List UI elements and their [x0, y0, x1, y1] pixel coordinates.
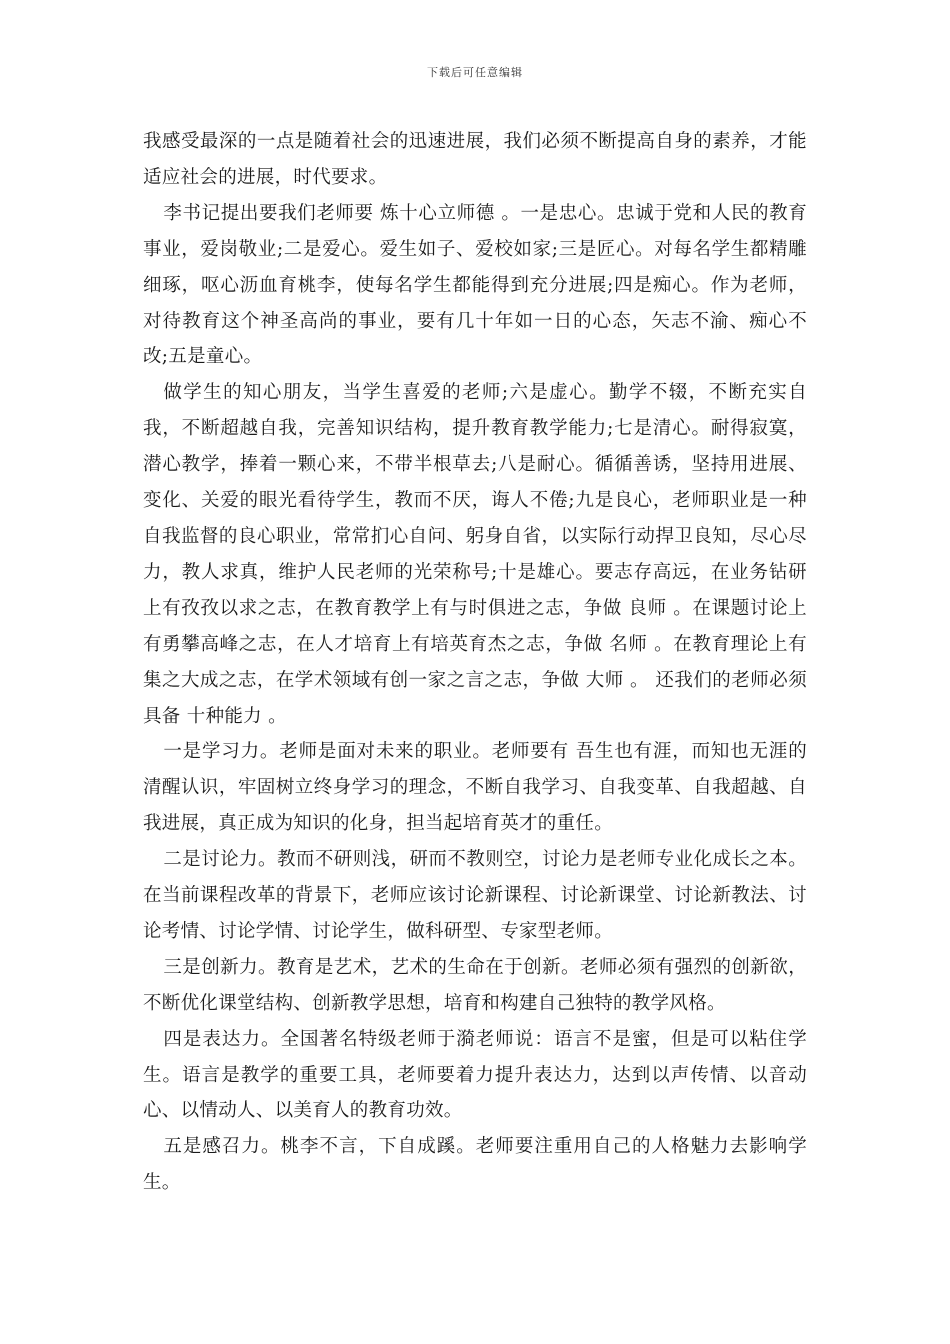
paragraph-8: 五是感召力。桃李不言，下自成蹊。老师要注重用自己的人格魅力去影响学生。	[143, 1136, 807, 1194]
paragraph-2: 李书记提出要我们老师要 炼十心立师德 。一是忠心。忠诚于党和人民的教育事业，爱岗敬业;二是爱心。爱生如子、爱校如家;三是匠心。对每名学生都精雕细琢，呕心沥血育桃李，使每名学生都能得到充分进展;四是痴心。作为老师，对待教育这个神圣高尚的事业，要有几十年如一日的心态，矢志不渝、痴心不改;五是童心。	[143, 202, 807, 368]
document-body	[143, 124, 807, 1201]
paragraph-7: 四是表达力。全国著名特级老师于漪老师说：语言不是蜜，但是可以粘住学生。语言是教学的重要工具，老师要着力提升表达力，达到以声传情、以音动心、以情动人、以美育人的教育功效。	[143, 1028, 807, 1122]
page-header: 下载后可任意编辑	[427, 66, 523, 79]
paragraph-4: 一是学习力。老师是面对未来的职业。老师要有 吾生也有涯，而知也无涯的清醒认识，牢固树立终身学习的理念，不断自我学习、自我变革、自我超越、自我进展，真正成为知识的化身，担当起培育英才的重任。	[143, 741, 807, 835]
paragraph-1: 我感受最深的一点是随着社会的迅速进展，我们必须不断提高自身的素养，才能适应社会的进展，时代要求。	[143, 131, 807, 188]
paragraph-3: 做学生的知心朋友，当学生喜爱的老师;六是虚心。勤学不辍，不断充实自我，不断超越自我，完善知识结构，提升教育教学能力;七是清心。耐得寂寞，潜心教学，捧着一颗心来，不带半根草去;八是耐心。循循善诱，坚持用进展、变化、关爱的眼光看待学生，教而不厌，诲人不倦;九是良心，老师职业是一种自我监督的良心职业，常常扪心自问、躬身自省，以实际行动捍卫良知，尽心尽力，教人求真，维护人民老师的光荣称号;十是雄心。要志存高远，在业务钻研上有孜孜以求之志，在教育教学上有与时俱进之志，争做 良师 。在课题讨论上有勇攀高峰之志，在人才培育上有培英育杰之志，争做 名师 。在教育理论上有集之大成之志，在学术领域有创一家之言之志，争做 大师 。 还我们的老师必须具备 十种能力 。	[143, 382, 807, 727]
paragraph-6: 三是创新力。教育是艺术，艺术的生命在于创新。老师必须有强烈的创新欲，不断优化课堂结构、创新教学思想，培育和构建自己独特的教学风格。	[143, 956, 807, 1014]
paragraph-5: 二是讨论力。教而不研则浅，研而不教则空，讨论力是老师专业化成长之本。在当前课程改革的背景下，老师应该讨论新课程、讨论新课堂、讨论新教法、讨论考情、讨论学情、讨论学生，做科研型、专家型老师。	[143, 849, 807, 942]
